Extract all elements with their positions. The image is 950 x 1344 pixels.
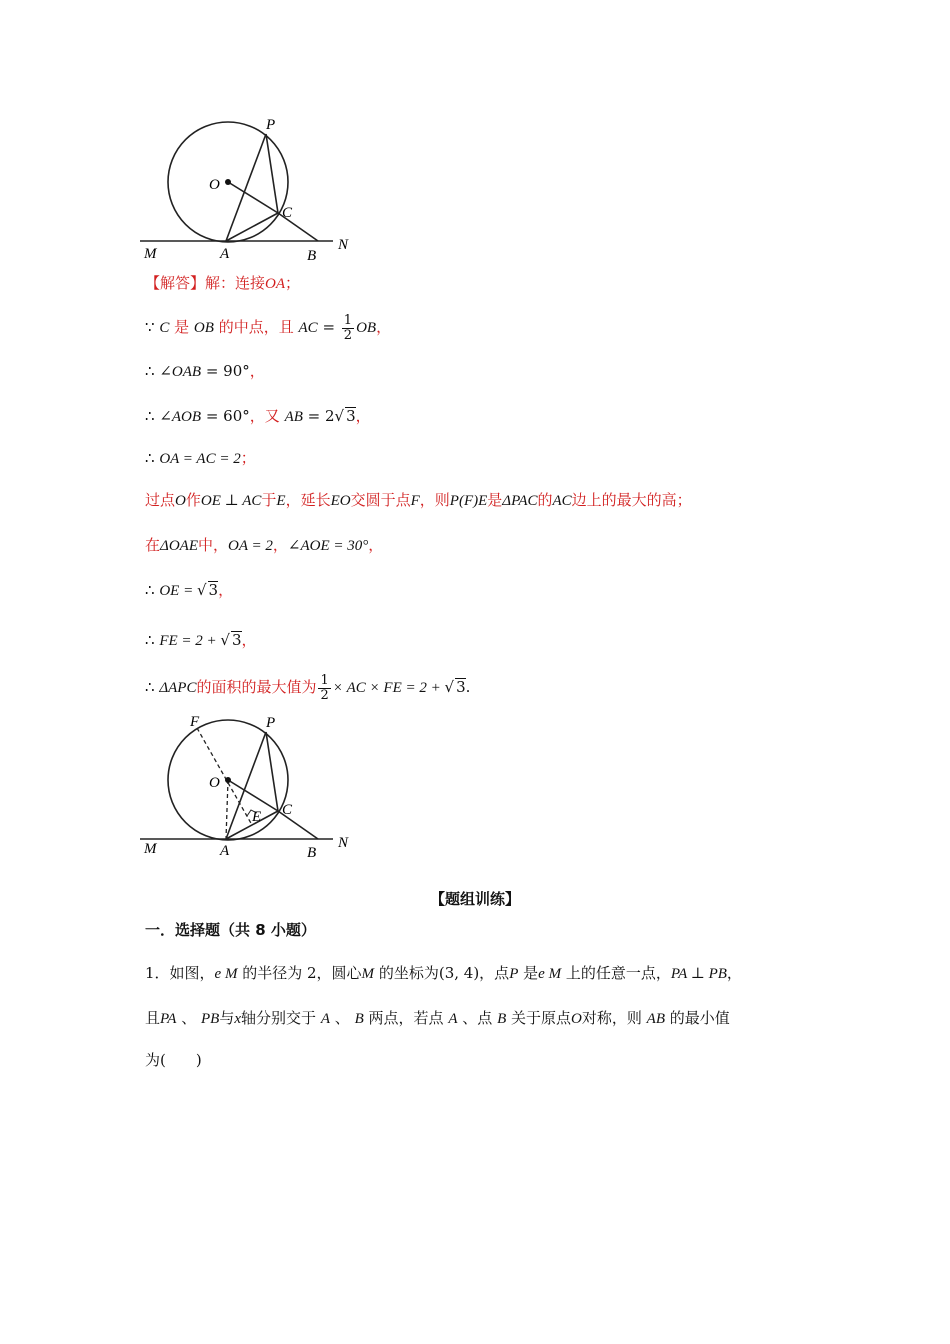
label-n: N <box>338 835 349 851</box>
text: 是 <box>487 491 503 509</box>
label-p: P <box>266 715 276 731</box>
label-n: N <box>338 237 349 253</box>
angle-value: = 60° <box>201 407 250 425</box>
solution-line-9: ∴ ΔAPC的面积的最大值为 $\frac{1}{2}$ × AC × FE = 2 + √ 3. <box>145 672 471 703</box>
punct: ； <box>285 274 301 292</box>
var-ob: OB <box>193 320 214 336</box>
var-ob: OB <box>356 320 377 336</box>
label-b: B <box>307 248 317 264</box>
var-pa: PA <box>160 1011 177 1027</box>
triangle-pac: ΔPAC <box>502 493 538 509</box>
therefore-symbol: ∴ <box>145 449 155 467</box>
text: 且 <box>145 1009 161 1027</box>
text: ， <box>368 536 384 554</box>
var-e: E <box>276 493 286 509</box>
text: ，延长 <box>285 491 331 509</box>
label-a: A <box>220 843 230 859</box>
text-also: ，又 <box>249 407 280 425</box>
text: 交圆于点 <box>350 491 411 509</box>
triangle-oae: ΔOAE <box>160 538 198 554</box>
expr-area: × AC × FE = 2 + <box>332 680 445 696</box>
triangle-apc: ΔAPC <box>159 680 197 696</box>
segment-oc <box>228 182 278 213</box>
solution-line-1 <box>145 312 391 343</box>
solution-header <box>145 273 300 294</box>
group-heading: 一．选择题（共 8 小题） <box>145 921 316 939</box>
circle-m: e M <box>214 966 238 982</box>
expr-oe-perp-ac: OE ⊥ AC <box>200 493 262 509</box>
figure-circle-tangent-2 <box>135 710 365 865</box>
var-eo: EO <box>330 493 351 509</box>
var-a: A <box>448 1011 458 1027</box>
text: 作 <box>185 491 201 509</box>
punct: ， <box>249 362 265 380</box>
punct: ， <box>241 631 257 649</box>
figure-circle-tangent-1 <box>135 112 365 267</box>
denominator: 2 <box>343 327 353 343</box>
solution-line-5 <box>145 490 692 511</box>
text: 、 <box>334 1009 350 1027</box>
center-point-o <box>225 179 231 185</box>
expr-pa-perp-pb: PA ⊥ PB <box>670 966 727 982</box>
equals: = 2 <box>302 407 335 425</box>
angle-oab: ∠OAB <box>159 364 202 380</box>
var-pb: PB <box>201 1011 220 1027</box>
var-ac: AC <box>552 493 572 509</box>
question-1-line-1 <box>145 963 742 984</box>
fraction-half <box>342 314 354 343</box>
var-o: O <box>175 493 186 509</box>
numerator: 1 <box>343 312 353 328</box>
solution-header-text: 【解答】解：连接 <box>145 274 266 292</box>
var-m: M <box>361 966 375 982</box>
sqrt-radicand: 3 <box>231 631 242 649</box>
text: 为( <box>145 1051 166 1069</box>
var-ab: AB <box>284 409 303 425</box>
var-p: P <box>509 966 519 982</box>
var-c: C <box>159 320 170 336</box>
var-x: x <box>234 1011 242 1027</box>
expr-fe: FE = 2 + <box>159 633 221 649</box>
text: 的 <box>537 491 553 509</box>
therefore-symbol: ∴ <box>145 581 155 599</box>
text: 是 <box>523 964 539 982</box>
text: 1．如图， <box>145 964 215 982</box>
therefore-symbol: ∴ <box>145 678 155 696</box>
label-p: P <box>266 117 276 133</box>
punct: . <box>465 678 471 696</box>
text-is: 是 <box>174 318 190 336</box>
text: 中， <box>197 536 228 554</box>
text: 的面积的最大值为 <box>196 678 317 696</box>
text: 对称，则 <box>581 1009 642 1027</box>
therefore-symbol: ∴ <box>145 631 155 649</box>
dashed-segment-oa <box>226 780 228 839</box>
solution-line-4 <box>145 448 256 469</box>
section-title: 【题组训练】 <box>429 890 520 908</box>
label-c: C <box>282 802 293 818</box>
expr-oa-ac: OA = AC = 2 <box>159 451 241 467</box>
var-b: B <box>497 1011 507 1027</box>
label-c: C <box>282 205 293 221</box>
numerator: 1 <box>320 672 329 688</box>
solution-line-3: ∴ ∠AOB = 60°，又 AB = 2√ 3， <box>145 407 371 425</box>
text: 于 <box>261 491 277 509</box>
expr-oa: OA = 2 <box>228 538 273 554</box>
label-m: M <box>144 841 157 857</box>
text: 上的任意一点， <box>565 964 671 982</box>
expr-oe: OE = <box>159 583 197 599</box>
var-f: F <box>410 493 420 509</box>
coordinate: (3, 4) <box>438 964 480 982</box>
var-a: A <box>320 1011 330 1027</box>
solution-line-7: ∴ OE = √ 3， <box>145 581 234 599</box>
angle-aob: ∠AOB <box>159 409 202 425</box>
solution-line-8: ∴ FE = 2 + √ 3， <box>145 631 257 649</box>
var-b: B <box>354 1011 364 1027</box>
punct: ， <box>376 318 392 336</box>
dashed-segment-fe <box>197 728 252 825</box>
label-a: A <box>220 246 230 262</box>
sqrt-radicand: 3 <box>456 678 466 696</box>
text: ，则 <box>419 491 450 509</box>
angle-aoe: ∠AOE = 30° <box>287 538 369 554</box>
equals: = <box>317 318 340 336</box>
fraction-half <box>318 674 330 703</box>
solution-line-6 <box>145 535 383 556</box>
label-m: M <box>144 246 157 262</box>
text: 过点 <box>145 491 176 509</box>
text: 关于原点 <box>511 1009 572 1027</box>
sqrt-radicand: 3 <box>208 581 219 599</box>
sqrt-radicand: 3 <box>346 407 356 425</box>
var-pfe: P(F)E <box>449 493 488 509</box>
denominator: 2 <box>320 687 329 703</box>
var-ac: AC <box>298 320 318 336</box>
center-point-o <box>225 777 231 783</box>
punct: ， <box>218 581 234 599</box>
therefore-symbol: ∴ <box>145 362 155 380</box>
answer-blank[interactable]: ) <box>165 1051 202 1069</box>
label-o: O <box>209 775 220 791</box>
label-f: F <box>190 714 200 730</box>
text: ，点 <box>479 964 510 982</box>
text: 的半径为 2，圆心 <box>242 964 362 982</box>
label-e: E <box>252 809 262 825</box>
var-oa: OA <box>265 276 286 292</box>
text: 的坐标为 <box>378 964 439 982</box>
label-o: O <box>209 177 220 193</box>
segment-pa <box>226 134 266 241</box>
var-ab: AB <box>646 1011 665 1027</box>
text: 边上的最大的高； <box>571 491 692 509</box>
text: ， <box>726 964 742 982</box>
text: 、点 <box>462 1009 493 1027</box>
solution-line-2 <box>145 361 265 382</box>
angle-value: = 90° <box>201 362 250 380</box>
text: ， <box>272 536 288 554</box>
text-midpoint: 的中点，且 <box>218 318 294 336</box>
text: 的最小值 <box>669 1009 730 1027</box>
label-b: B <box>307 845 317 861</box>
question-1-line-3 <box>145 1050 202 1070</box>
var-o: O <box>571 1011 582 1027</box>
circle-m: e M <box>538 966 562 982</box>
text: 在 <box>145 536 161 554</box>
text: 、 <box>181 1009 197 1027</box>
text: 轴分别交于 <box>241 1009 317 1027</box>
punct: ， <box>355 407 371 425</box>
punct: ； <box>240 449 256 467</box>
text: 两点，若点 <box>368 1009 444 1027</box>
question-1-line-2 <box>145 1008 730 1029</box>
therefore-symbol: ∴ <box>145 407 155 425</box>
because-symbol: ∵ <box>145 318 155 336</box>
text: 与 <box>219 1009 235 1027</box>
